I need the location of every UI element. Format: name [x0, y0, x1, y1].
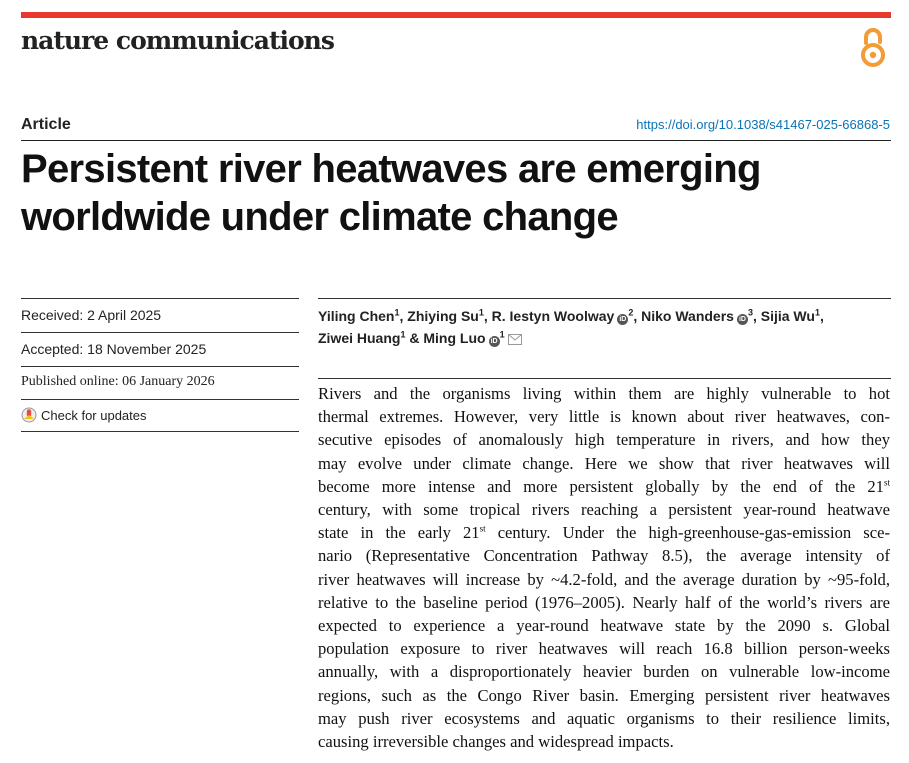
check-for-updates-button[interactable]: [21, 407, 147, 423]
abstract-line: century, with some tropical rivers reaching a persistent year-round heatwave: [318, 500, 890, 520]
dates-divider: [21, 298, 299, 299]
abstract-line: river heatwaves will increase by ~4.2-fold, and the average duration by ~95-fold,: [318, 569, 890, 589]
abstract-line: secutive episodes of anomalously high temperature in rivers, and how they: [318, 430, 890, 450]
article-title-line: worldwide under climate change: [21, 195, 618, 239]
abstract-line: regions, such as the Congo River basin. Emerging persistent river heatwaves: [318, 685, 890, 705]
abstract-line: may push river ecosystems and aquatic organisms to their resilience limits,: [318, 708, 890, 728]
dates-divider: [21, 332, 299, 333]
abstract-line: become more intense and more persistent globally by the end of the 21st: [318, 476, 890, 496]
orcid-icon[interactable]: iD: [619, 316, 627, 323]
abstract-line: nario (Representative Concentration Pathway 8.5), the average intensity of: [318, 546, 890, 566]
doi-link[interactable]: https://doi.org/10.1038/s41467-025-66868-5: [636, 117, 890, 132]
check-for-updates-label: Check for updates: [41, 407, 147, 423]
journal-accent-bar: [21, 12, 891, 18]
received-date: Received: 2 April 2025: [21, 307, 162, 323]
author-name[interactable]: [641, 308, 753, 324]
author-name-text: Niko Wanders: [641, 308, 734, 324]
abstract-line: state in the early 21st century. Under the high-greenhouse-gas-emission sce-: [318, 523, 890, 543]
author-affiliation: 1: [478, 307, 484, 318]
abstract-line: annually, with a disproportionately heavier burden on vulnerable low-income: [318, 662, 890, 682]
author-name-text: Ming Luo: [423, 330, 486, 346]
author-affiliation: 3: [747, 307, 753, 318]
email-icon[interactable]: [508, 329, 522, 351]
author-name[interactable]: [318, 330, 405, 346]
author-affiliation: 2: [628, 307, 634, 318]
abstract-line: relative to the baseline period (1976–2005). Nearly half of the world’s rivers are: [318, 592, 890, 612]
dates-divider: [21, 366, 299, 367]
author-name[interactable]: [492, 308, 634, 324]
abstract-line: may evolve under climate change. Here we show that river heatwaves will: [318, 453, 890, 473]
author-affiliation: 1: [814, 307, 820, 318]
dates-divider: [21, 399, 299, 400]
author-affiliation: 1: [499, 329, 505, 340]
author-list: Yiling Chen$^1$, Zhiying Su$^1$, R. Iestyn Woolway $iD^2$, Niko Wanders $iD^3$, Sijia Wu$^1$, Ziwei Huang$^1$ & Ming Luo $iD^1$: [318, 305, 891, 351]
author-affiliation: 1: [400, 329, 406, 340]
published-date: Published online: 06 January 2026: [21, 374, 215, 389]
abstract-divider: [318, 378, 891, 379]
author-name-text: R. Iestyn Woolway: [491, 308, 615, 324]
orcid-icon[interactable]: iD: [738, 316, 746, 323]
author-affiliation: 1: [394, 307, 400, 318]
orcid-icon[interactable]: iD: [490, 338, 498, 345]
check-for-updates-icon: [21, 407, 37, 423]
author-name-text: Yiling Chen: [318, 308, 395, 324]
author-name-text: Sijia Wu: [760, 308, 815, 324]
abstract-line: thermal extremes. However, very little is known about river heatwaves, con-: [318, 407, 890, 427]
author-name[interactable]: [318, 308, 400, 324]
abstract-line: population exposure to river heatwaves will reach 16.8 billion person-weeks: [318, 639, 890, 659]
abstract-line: expected to experience a year-round heatwave state by the 2090 s. Global: [318, 616, 890, 636]
article-title-line: Persistent river heatwaves are emerging: [21, 147, 761, 191]
dates-divider: [21, 431, 299, 432]
header-divider: [21, 140, 891, 141]
abstract-line: Rivers and the organisms living within them are highly vulnerable to hot: [318, 384, 890, 403]
article-type: Article: [21, 116, 71, 133]
author-name-text: Zhiying Su: [407, 308, 479, 324]
open-access-icon: [858, 26, 888, 70]
author-name[interactable]: [761, 308, 820, 324]
abstract: [318, 382, 890, 753]
journal-name[interactable]: nature communications: [21, 26, 334, 55]
accepted-date: Accepted: 18 November 2025: [21, 341, 207, 357]
author-name-text: Ziwei Huang: [318, 330, 401, 346]
abstract-line: causing irreversible changes and widespread impacts.: [318, 732, 674, 752]
article-title: [21, 145, 891, 241]
author-name[interactable]: [407, 308, 484, 324]
authors-divider: [318, 298, 891, 299]
author-name[interactable]: [423, 330, 521, 346]
